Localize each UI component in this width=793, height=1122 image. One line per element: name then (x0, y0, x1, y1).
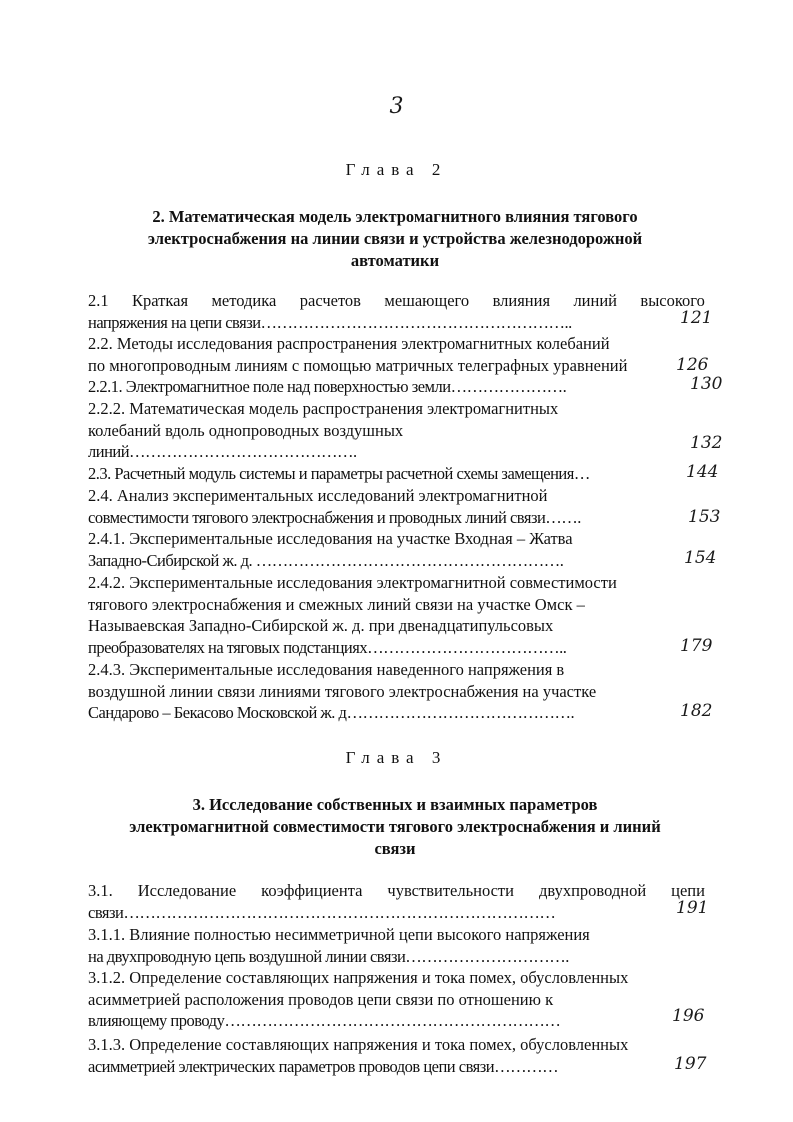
toc-entry-line: асимметрией расположения проводов цепи связи по отношению к (88, 989, 554, 1009)
toc-word: Краткая (132, 291, 189, 310)
toc-entry-line: 2.2.1. Электромагнитное поле над поверхностью земли…………………. (88, 377, 567, 396)
handwritten-page-ref: 130 (690, 374, 723, 394)
handwritten-page-ref: 154 (684, 548, 717, 568)
toc-entry-line: асимметрией электрических параметров проводов цепи связи………… (88, 1056, 559, 1076)
toc-word: цепи (671, 881, 705, 900)
toc-word: высокого (640, 291, 705, 310)
toc-entry-line: связи……………………………………………………………………… (88, 902, 556, 922)
toc-entry-2-4 (88, 485, 708, 528)
toc-entry-2-4-1 (88, 528, 708, 571)
toc-entry-line: напряжения на цепи связи………………………………………………….. (88, 312, 572, 332)
toc-entry-line: преобразователях на тяговых подстанциях……………………………….. (88, 637, 567, 657)
chapter-2-title-line: автоматики (350, 251, 440, 270)
toc-entry-line: 2.4. Анализ экспериментальных исследований электромагнитной (88, 486, 548, 505)
chapter-2-heading: Глава 2 (345, 160, 448, 179)
toc-entry-line: колебаний вдоль однопроводных воздушных (88, 420, 404, 440)
toc-entry-justified-line (88, 290, 705, 312)
chapter-3-title (95, 794, 695, 860)
toc-entry-2-4-2 (88, 572, 708, 658)
toc-entry-line: 2.3. Расчетный модуль системы и параметры расчетной схемы замещения… (88, 464, 590, 483)
handwritten-page-ref: 182 (680, 701, 713, 721)
chapter-2-title-line: электроснабжения на линии связи и устройства железнодорожной (147, 229, 643, 248)
toc-entry-3-1-3 (88, 1034, 708, 1077)
toc-word: 3.1. (88, 881, 113, 900)
handwritten-page-ref: 121 (680, 308, 713, 328)
toc-entry-3-1 (88, 880, 708, 923)
toc-entry-line: 2.4.2. Экспериментальные исследования электромагнитной совместимости (88, 573, 617, 592)
toc-word: расчетов (299, 291, 361, 310)
chapter-3-heading: Глава 3 (345, 748, 448, 767)
handwritten-page-ref: 179 (680, 636, 713, 656)
toc-word: мешающего (384, 291, 470, 310)
toc-entry-2-2 (88, 333, 708, 376)
toc-entry-line: 3.1.2. Определение составляющих напряжения и тока помех, обусловленных (88, 968, 629, 987)
toc-word: двухпроводной (538, 881, 647, 900)
toc-entry-2-4-3 (88, 659, 708, 724)
toc-entry-line: 2.2. Методы исследования распространения электромагнитных колебаний (88, 334, 610, 353)
toc-entry-line: совместимости тягового электроснабжения и проводных линий связи……. (88, 507, 581, 527)
toc-word: коэффициента (261, 881, 363, 900)
toc-entry-2-1 (88, 290, 708, 333)
handwritten-page-ref: 132 (690, 433, 723, 453)
chapter-3-title-line: связи (374, 839, 416, 858)
toc-entry-line: Называевская Западно-Сибирской ж. д. при двенадцатипульсовых (88, 616, 554, 636)
toc-word: влияния (492, 291, 551, 310)
toc-word: Исследование (137, 881, 237, 900)
toc-word: 2.1 (88, 291, 109, 310)
toc-entry-2-2-1 (88, 376, 708, 398)
toc-word: линий (573, 291, 618, 310)
chapter-2-title-line: 2. Математическая модель электромагнитного влияния тягового (152, 207, 638, 226)
toc-entry-line: Западно-Сибирской ж. д. …………………………………………………. (88, 550, 564, 570)
handwritten-page-ref: 126 (676, 355, 709, 375)
toc-entry-line: воздушной линии связи линиями тягового электроснабжения на участке (88, 681, 597, 701)
toc-word: чувствительности (387, 881, 514, 900)
toc-entry-3-1-1 (88, 924, 708, 967)
toc-entry-2-2-2 (88, 398, 708, 463)
toc-entry-line: тягового электроснабжения и смежных линий связи на участке Омск – (88, 594, 585, 614)
toc-entry-line: на двухпроводную цепь воздушной линии связи…………………………. (88, 946, 569, 966)
toc-entry-line: 2.2.2. Математическая модель распространения электромагнитных (88, 399, 559, 418)
toc-entry-line: 3.1.3. Определение составляющих напряжения и тока помех, обусловленных (88, 1035, 629, 1054)
handwritten-page-ref: 144 (686, 462, 719, 482)
handwritten-page-ref: 153 (688, 507, 721, 527)
toc-entry-justified-line (88, 880, 705, 902)
toc-entry-line: по многопроводным линиям с помощью матричных телеграфных уравнений (88, 355, 628, 375)
handwritten-page-ref: 196 (672, 1006, 705, 1026)
toc-entry-line: влияющему проводу……………………………………………………… (88, 1011, 561, 1031)
toc-word: методика (211, 291, 277, 310)
toc-entry-2-3 (88, 463, 708, 485)
handwritten-page-ref: 191 (676, 898, 709, 918)
toc-entry-line: Сандарово – Бекасово Московской ж. д……………………………………. (88, 703, 575, 723)
toc-entry-line: 3.1.1. Влияние полностью несимметричной цепи высокого напряжения (88, 925, 590, 944)
toc-entry-line: 2.4.1. Экспериментальные исследования на участке Входная – Жатва (88, 529, 573, 548)
toc-entry-line: 2.4.3. Экспериментальные исследования наведенного напряжения в (88, 660, 565, 679)
chapter-3-title-line: электромагнитной совместимости тягового электроснабжения и линий (129, 817, 661, 836)
handwritten-page-ref: 197 (674, 1054, 707, 1074)
toc-entry-line: линий……………………………………. (88, 442, 357, 462)
toc-entry-3-1-2 (88, 967, 708, 1032)
chapter-2-title (95, 206, 695, 272)
handwritten-page-number: 3 (389, 94, 404, 119)
chapter-3-title-line: 3. Исследование собственных и взаимных параметров (192, 795, 598, 814)
